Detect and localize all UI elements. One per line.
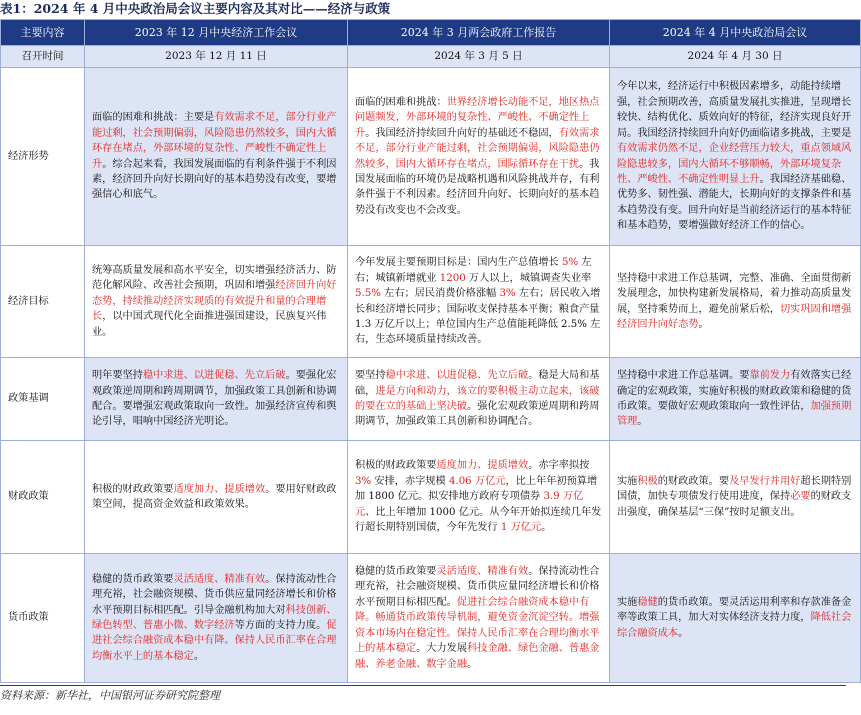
table-cell — [348, 246, 610, 358]
cell-text: 超长期特别国债，加快专项债发行使用进度，保持 — [617, 475, 852, 503]
cell-text: 明年要坚持 — [92, 370, 143, 382]
table-cell — [85, 554, 348, 683]
cell-text: 等方面的支持力度。 — [234, 620, 327, 631]
highlighted-text: 灵活适度、精准有效 — [173, 573, 266, 585]
table-cell — [348, 554, 610, 683]
cell-text: 。要用好财政政策空间，提高资金效益和政策效果。 — [92, 483, 337, 510]
row-label: 召开时间 — [1, 46, 85, 68]
highlighted-text: 稳健 — [637, 596, 658, 608]
cell-text: 。综合起来看，我国发展面临的有利条件强于不利因素，经济回升向好长期向好的基本趋势没有改变，要增强信心和底气。 — [92, 158, 337, 201]
row-label: 货币政策 — [1, 554, 85, 683]
source-note: 资料来源：新华社，中国银河证券研究院整理 — [0, 689, 220, 702]
cell-text: 统筹高质量发展和高水平安全，切实增强经济活力、防范化解风险、改善社会预期，巩固和增强 — [92, 264, 337, 292]
highlighted-text: 5.5% — [355, 288, 381, 300]
cell-text: 。 — [678, 627, 689, 639]
highlighted-text: 进是方向和动力，该立的要积极主动立起来，该破的要在立的基础上坚决破 — [355, 385, 600, 412]
highlighted-text: 必要 — [790, 491, 811, 503]
table-cell — [85, 358, 348, 441]
cell-text: 安排，赤字规模 — [371, 475, 449, 487]
highlighted-text: 3% — [499, 288, 516, 300]
cell-text: 今年以来，经济运行中积极因素增多，动能持续增强，社会预期改善，高质量发展扎实推进，呈现增长较快、结构优化、质效向好的特征，经济实现良好开局。 — [617, 81, 852, 139]
cell-text: 面临的困难和挑战： — [355, 96, 447, 108]
cell-text: 。 — [193, 650, 205, 662]
highlighted-text: 适度加力、提质增效 — [436, 460, 529, 472]
header-cell: 2024 年 3 月两会政府工作报告 — [348, 20, 610, 46]
header-cell: 2024 年 4 月中央政治局会议 — [610, 20, 861, 46]
table-row — [1, 554, 861, 683]
highlighted-text: 世界经济增长动能不足，地区热点问题频发，外部环境的复杂性、严峻性、不确定性上升 — [355, 96, 600, 139]
cell-text: 。赤字率拟按 — [528, 460, 590, 472]
cell-text: 坚持稳中求进工作总基调，完整、准确、全面贯彻新发展理念，加快构建新发展格局，着力推动高质量发展，坚持乘势而上，避免前紧后松， — [617, 272, 852, 315]
header-cell: 主要内容 — [1, 20, 85, 46]
highlighted-text: 及早发行并用好 — [729, 475, 801, 487]
header-cell: 2023 年 12 月中央经济工作会议 — [85, 20, 348, 46]
table-cell — [348, 441, 610, 554]
header-row — [1, 20, 861, 46]
cell-text: 。 — [637, 416, 648, 428]
cell-text: 。 — [467, 658, 478, 670]
cell-text: ，以中国式现代化全面推进强国建设，民族复兴伟业。 — [92, 311, 327, 338]
cell-text: 。大力发展 — [416, 643, 468, 655]
meeting-date: 2024 年 3 月 5 日 — [348, 46, 610, 68]
meeting-time-row — [1, 46, 861, 68]
highlighted-text: 1200 — [439, 272, 466, 284]
highlighted-text: 有效需求仍然不足，企业经营压力较大，重点领域风险隐患较多，国内大循环不够顺畅，外部环境复杂性、严峻性、不确定性明显上升 — [617, 143, 852, 185]
cell-text: 面临的困难和挑战：主要是 — [92, 112, 215, 124]
highlighted-text: 有效需求不足，部分行业产能过剩，社会预期偏弱，风险隐患仍然较多，国内大循环存在堵点，外部环境的复杂性、严峻性不确定性上升 — [92, 112, 337, 170]
highlighted-text: 稳中求进、以进促稳、先立后破 — [142, 370, 286, 382]
highlighted-text: 稳中求进、以进促稳、先立后破 — [385, 370, 529, 382]
table-cell — [610, 358, 861, 441]
highlighted-text: 5% — [562, 257, 579, 269]
cell-text: 积极的财政政策要 — [355, 460, 437, 472]
cell-text: 要坚持 — [355, 370, 386, 382]
highlighted-text: 促进社会综合融资成本稳中有降。畅通货币政策传导机制，避免资金沉淀空转。增强资本市场内在稳定性。保持人民币汇率在合理均衡水平上的基本稳定 — [355, 596, 600, 655]
highlighted-text: 有效需求不足，部分行业产能过剩，社会预期偏弱，风险隐患仍然较多，国内大循环存在堵点，国际循环存在干扰 — [355, 127, 600, 170]
row-label: 政策基调 — [1, 358, 85, 441]
highlighted-text: 适度加力、提质增效 — [173, 483, 266, 495]
cell-text: 今年发展主要预期目标是：国内生产总值增长 — [355, 257, 562, 269]
cell-text: 万人以上，城镇调查失业率 — [465, 272, 592, 284]
cell-text: 稳健的货币政策要 — [92, 573, 174, 585]
table-cell — [610, 68, 861, 246]
table-cell — [85, 441, 348, 554]
cell-text: 。我国经济基础稳、优势多、韧性强、潜能大，长期向好的支撑条件和基本趋势没有变。回升向好是当前经济运行的基本特征和基本趋势，要增强做好经济工作的信心。 — [617, 173, 852, 232]
table-cell — [348, 358, 610, 441]
table-cell — [610, 554, 861, 683]
cell-text: ，比上年年初预算增加 1800 亿元。拟安排地方政府专项债券 — [355, 475, 598, 503]
cell-text: 稳健的货币政策要 — [355, 566, 437, 578]
table-row — [1, 246, 861, 358]
highlighted-text: 灵活适度、精准有效 — [436, 566, 529, 578]
cell-text: 。 — [541, 522, 552, 534]
cell-text: 、比上年增加 1000 亿元。从今年开始拟连续几年发行超长期特别国债，今年先发行 — [355, 506, 602, 534]
row-label: 经济形势 — [1, 68, 85, 246]
cell-text: 的货币政策。要灵活运用利率和存款准备金率等政策工具，加大对实体经济支持力度， — [617, 596, 852, 624]
cell-text: 。保持流动性合理充裕，社会融资规模、货币供应量同经济增长和价格水平预期目标相匹配。引导金融机构加大对 — [92, 573, 337, 616]
highlighted-text: 靠前发力 — [749, 370, 791, 382]
comparison-table — [0, 19, 861, 683]
cell-text: 左右；城镇新增就业 — [355, 257, 592, 284]
cell-text: 有效落实已经确定的宏观政策，实施好积极的财政政策和稳健的货币政策。要做好宏观政策取向一致性评估， — [617, 370, 852, 412]
cell-text: 左右；居民消费价格涨幅 — [380, 288, 500, 300]
highlighted-text: 3% — [355, 475, 372, 487]
highlighted-text: 降低社会综合融资成本 — [617, 612, 852, 639]
highlighted-text: 4.06 万亿元 — [448, 475, 506, 487]
table-row — [1, 358, 861, 441]
cell-text: 坚持稳中求进工作总基调。要 — [617, 370, 750, 382]
highlighted-text: 1 万亿元 — [500, 522, 542, 534]
bottom-rule — [0, 685, 846, 686]
table-row — [1, 441, 861, 554]
table-cell — [610, 441, 861, 554]
highlighted-text: 促进社会综合融资成本稳中有降。保持人民币汇率在合理均衡水平上的基本稳定 — [92, 620, 337, 662]
cell-text: 左右；居民收入增长和经济增长同步；国际收支保持基本平衡；粮食产量 1.3 万亿斤以上；单位国内生产总值能耗降低 2.5% 左右，生态环境质量持续改善。 — [355, 288, 601, 346]
cell-text: 的财政政策。要 — [657, 475, 730, 487]
table-row — [1, 68, 861, 246]
cell-text: 积极的财政政策要 — [92, 483, 174, 495]
cell-text: 。保持流动性合理充裕，社会融资规模、货币供应量同经济增长和价格水平预期目标相匹配。 — [355, 566, 600, 608]
row-label: 财政政策 — [1, 441, 85, 554]
cell-text: 的财政支出强度，确保基层“三保”按时足额支出。 — [617, 491, 852, 518]
cell-text: 。要强化宏观政策逆周期和跨周期调节，加强政策工具创新和协调配合。要增强宏观政策取向一致性。加强经济宣传和舆论引导，唱响中国经济光明论。 — [92, 370, 337, 428]
highlighted-text: 积极 — [637, 475, 658, 487]
cell-text: 实施 — [617, 475, 638, 487]
highlighted-text: 切实巩固和增强经济回升向好态势 — [617, 303, 852, 330]
highlighted-text: 科技金融、绿色金融、普惠金融、养老金融、数字金融 — [355, 643, 600, 670]
cell-text: 。强化宏观政策逆周期和跨周期调节，加强政策工具创新和协调配合。 — [355, 401, 600, 428]
highlighted-text: 经济回升向好态势，持续推动经济实现质的有效提升和量的合理增长 — [92, 280, 337, 323]
meeting-date: 2023 年 12 月 11 日 — [85, 46, 348, 68]
cell-text: 。 — [698, 318, 709, 330]
highlighted-text: 3.9 万亿元 — [355, 491, 584, 518]
cell-text: 我国经济持续回升向好仍面临诸多挑战，主要是 — [637, 127, 852, 139]
table-cell — [85, 68, 348, 246]
table-cell — [348, 68, 610, 246]
table-title: 表1：2024 年 4 月中央政治局会议主要内容及其对比——经济与政策 — [0, 1, 391, 16]
meeting-date: 2024 年 4 月 30 日 — [610, 46, 861, 68]
cell-text: 。我国发展面临的环境仍是战略机遇和风险挑战并存，有利条件强于不利因素。经济回升向好、长期向好的基本趋势没有改变也不会改变。 — [355, 158, 600, 216]
row-label: 经济目标 — [1, 246, 85, 358]
cell-text: 实施 — [617, 596, 638, 608]
table-cell — [85, 246, 348, 358]
highlighted-text: 科技创新、绿色转型、普惠小微、数字经济 — [92, 604, 337, 631]
table-cell — [610, 246, 861, 358]
cell-text: 。稳是大局和基础， — [355, 370, 600, 397]
highlighted-text: 加强预期管理 — [617, 401, 852, 428]
cell-text: 。我国经济持续回升向好的基础还不稳固， — [365, 127, 559, 139]
